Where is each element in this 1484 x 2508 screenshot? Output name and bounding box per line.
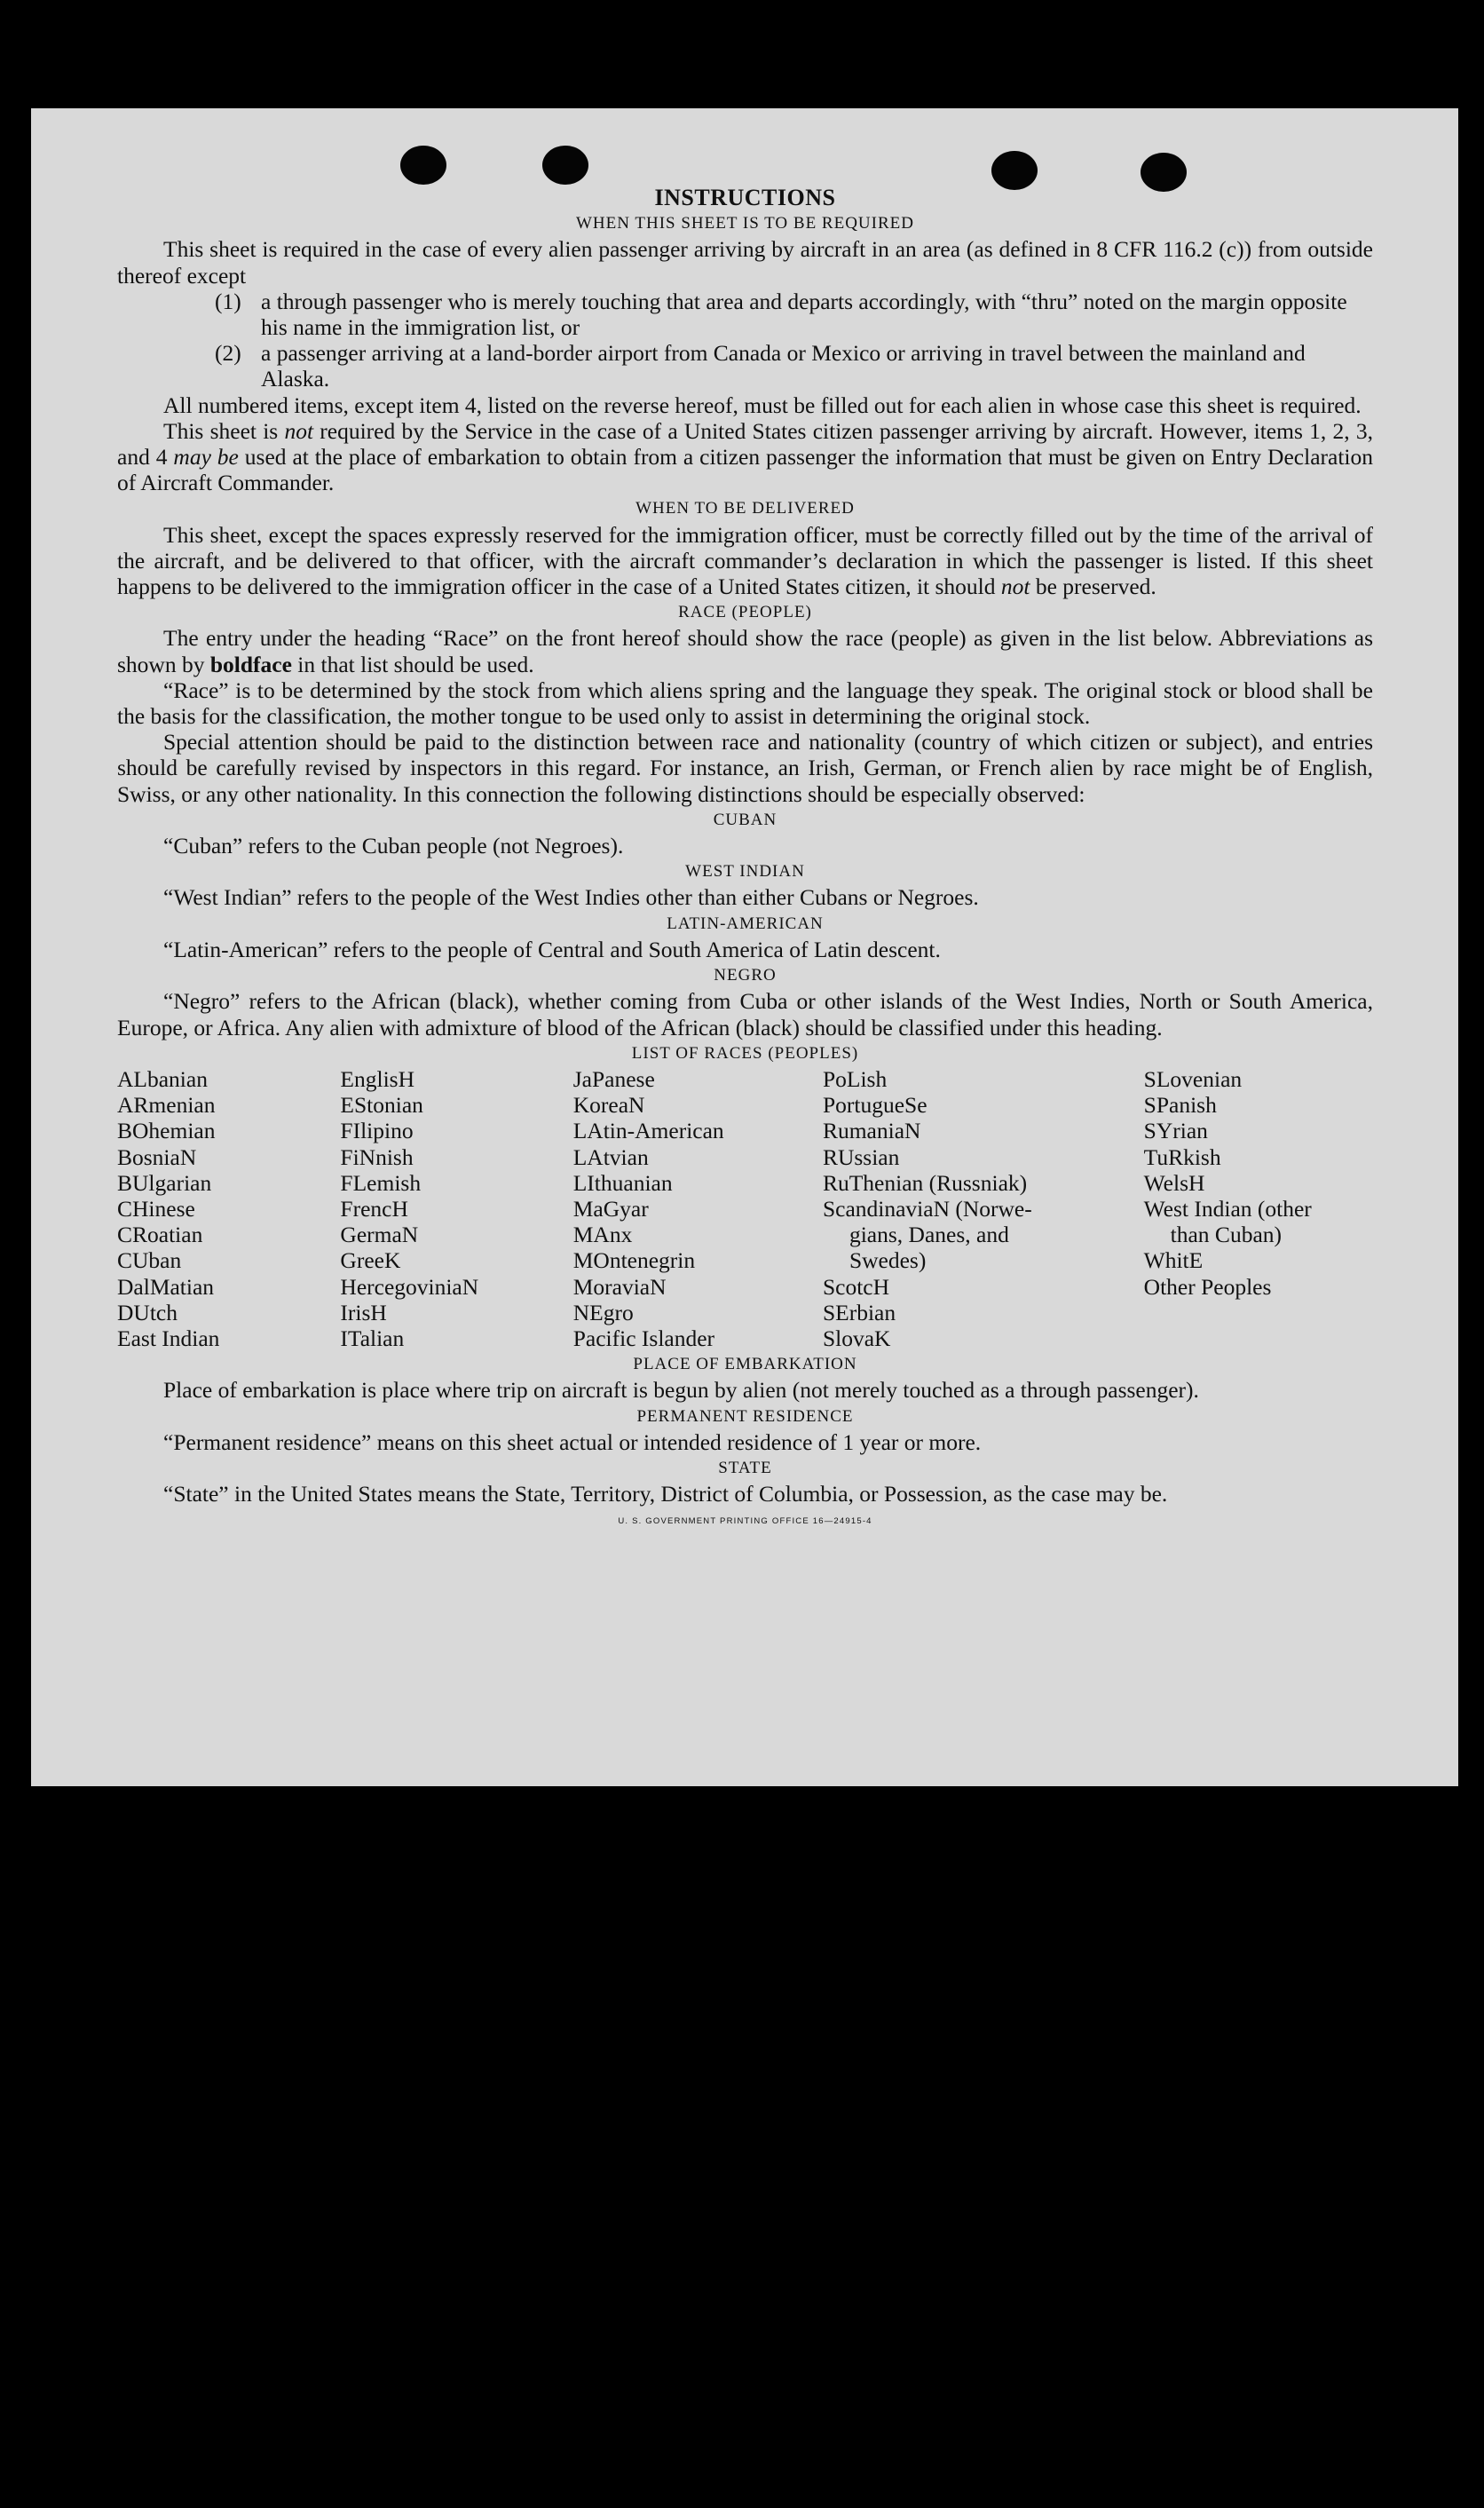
- race-entry: SlovaK: [822, 1325, 891, 1351]
- west-indian-text: “West Indian” refers to the people of the West Indies other than either Cubans or Negroes.: [163, 884, 979, 911]
- heading-race: RACE (PEOPLE): [678, 603, 812, 622]
- race-entry: GreeK: [340, 1247, 401, 1274]
- required-intro: This sheet is required in the case of every alien passenger arriving by aircraft in an area (as defined in 8 CFR 116.2 (c)) from outside thereof except: [117, 236, 1373, 289]
- item-number: (1): [215, 288, 241, 314]
- heading-races-list: LIST OF RACES (PEOPLES): [631, 1043, 859, 1063]
- instructions-content: [117, 185, 1373, 1543]
- embarkation-text: Place of embarkation is place where trip on aircraft is begun by alien (not merely touched as a through passenger).: [163, 1377, 1199, 1404]
- race-entry: West Indian (other: [1143, 1195, 1312, 1222]
- race-entry: FiNnish: [340, 1143, 414, 1170]
- races-column: [117, 1066, 340, 1351]
- races-column: [340, 1066, 572, 1351]
- race-entry: EStonian: [340, 1092, 423, 1119]
- race-entry-continued: than Cuban): [1170, 1222, 1283, 1248]
- race-entry: CRoatian: [117, 1222, 203, 1248]
- cuban-text: “Cuban” refers to the Cuban people (not Negroes).: [163, 833, 624, 859]
- race-entry: ScotcH: [822, 1273, 890, 1300]
- race-entry: TuRkish: [1143, 1143, 1221, 1170]
- race-paragraph: “Race” is to be determined by the stock from which aliens spring and the language they speak. The original stock or blood shall be the basis for the classification, the mother tongue to be used only to assist in determining the original stock.: [117, 676, 1373, 730]
- heading-embarkation: PLACE OF EMBARKATION: [633, 1355, 857, 1374]
- race-entry: JaPanese: [572, 1065, 655, 1092]
- race-entry: WelsH: [1143, 1169, 1205, 1196]
- punch-hole: [400, 146, 446, 185]
- race-entry: BOhemian: [117, 1118, 216, 1144]
- races-column: [573, 1066, 823, 1351]
- citizen-note: This sheet is not required by the Service in the case of a United States citizen passenger arriving by aircraft. However, items 1, 2, 3, and 4 may be used at the place of embarkation to obtain from a citizen passenger the information that must be given on Entry Declaration of Aircraft Commander.: [117, 417, 1373, 496]
- race-entry: RuThenian (Russniak): [822, 1169, 1028, 1196]
- race-entry: SYrian: [1143, 1118, 1208, 1144]
- races-column: [1144, 1066, 1373, 1351]
- exception-item: [215, 340, 1373, 392]
- race-entry: PortugueSe: [822, 1092, 928, 1119]
- race-entry: GermaN: [340, 1222, 419, 1248]
- race-entry: Pacific Islander: [572, 1325, 715, 1351]
- race-entry: FLemish: [340, 1169, 422, 1196]
- race-entry: BosniaN: [117, 1143, 197, 1170]
- race-entry: NEgro: [572, 1299, 634, 1325]
- punch-hole: [542, 146, 588, 185]
- item-text: a passenger arriving at a land-border airport from Canada or Mexico or arriving in travel between the mainland and Alaska.: [261, 340, 1306, 392]
- races-list: [117, 1066, 1373, 1351]
- race-entry: CHinese: [117, 1195, 195, 1222]
- race-entry: DUtch: [117, 1299, 178, 1325]
- race-entry: MOntenegrin: [572, 1247, 696, 1274]
- heading-latin-american: LATIN-AMERICAN: [667, 914, 824, 933]
- race-entry: CUban: [117, 1247, 182, 1274]
- residence-text: “Permanent residence” means on this sheet actual or intended residence of 1 year or more.: [163, 1428, 982, 1455]
- state-text: “State” in the United States means the State, Territory, District of Columbia, or Possession, as the case may be.: [163, 1481, 1168, 1507]
- race-entry: FrencH: [340, 1195, 408, 1222]
- race-entry: IrisH: [340, 1299, 387, 1325]
- race-entry: LIthuanian: [572, 1169, 673, 1196]
- race-entry: PoLish: [822, 1065, 888, 1092]
- race-entry: DalMatian: [117, 1273, 215, 1300]
- race-entry: Other Peoples: [1143, 1273, 1272, 1300]
- delivered-text: This sheet, except the spaces expressly reserved for the immigration officer, must be correctly filled out by the time of the arrival of the aircraft, and be delivered to that officer, with the aircraft commander’s declaration in which the passenger is listed. If this sheet happens to be delivered to the immigration officer in the case of a United States citizen, it should not be preserved.: [117, 521, 1373, 600]
- race-entry: RUssian: [822, 1143, 900, 1170]
- heading-delivered: WHEN TO BE DELIVERED: [635, 499, 855, 518]
- heading-west-indian: WEST INDIAN: [685, 862, 805, 882]
- item-number: (2): [215, 340, 241, 367]
- race-entry: East Indian: [117, 1325, 220, 1351]
- race-entry: MoraviaN: [572, 1273, 667, 1300]
- race-entry: HercegoviniaN: [340, 1273, 479, 1300]
- race-entry: LAtin-American: [572, 1118, 724, 1144]
- race-entry: BUlgarian: [117, 1169, 212, 1196]
- heading-required: WHEN THIS SHEET IS TO BE REQUIRED: [576, 214, 914, 233]
- race-paragraph: The entry under the heading “Race” on the front hereof should show the race (people) as given in the list below. Abbreviations as shown by boldface in that list should be used.: [117, 625, 1373, 677]
- printing-office-footer: U. S. GOVERNMENT PRINTING OFFICE 16—24915-4: [618, 1516, 872, 1527]
- race-entry: EnglisH: [340, 1065, 414, 1092]
- heading-cuban: CUBAN: [713, 810, 778, 829]
- race-entry: SErbian: [822, 1299, 896, 1325]
- item-text: a through passenger who is merely touching that area and departs accordingly, with “thru” noted on the margin opposite his name in the immigration list, or: [261, 288, 1347, 341]
- race-entry: ScandinaviaN (Norwe-: [822, 1195, 1032, 1222]
- heading-state: STATE: [718, 1458, 772, 1477]
- document-sheet: [31, 108, 1458, 1786]
- page-title: INSTRUCTIONS: [654, 185, 836, 210]
- numbered-items-note: All numbered items, except item 4, listed on the reverse hereof, must be filled out for each alien in whose case this sheet is required.: [163, 392, 1362, 418]
- race-entry: WhitE: [1143, 1247, 1204, 1274]
- heading-negro: NEGRO: [714, 966, 777, 985]
- race-entry: FIlipino: [340, 1118, 414, 1144]
- race-entry: MaGyar: [572, 1195, 649, 1222]
- race-entry: SPanish: [1143, 1092, 1217, 1119]
- race-entry-continued: Swedes): [849, 1247, 927, 1274]
- exception-item: [215, 289, 1373, 340]
- race-entry: ITalian: [340, 1325, 405, 1351]
- race-entry-continued: gians, Danes, and: [849, 1222, 1009, 1248]
- race-entry: MAnx: [572, 1222, 633, 1248]
- race-entry: RumaniaN: [822, 1118, 921, 1144]
- negro-text: “Negro” refers to the African (black), whether coming from Cuba or other islands of the West Indies, North or South America, Europe, or Africa. Any alien with admixture of blood of the African (black) should be classified under this heading.: [117, 988, 1373, 1040]
- race-entry: SLovenian: [1143, 1065, 1243, 1092]
- race-entry: ARmenian: [117, 1092, 216, 1119]
- race-entry: LAtvian: [572, 1143, 649, 1170]
- race-entry: KoreaN: [572, 1092, 645, 1119]
- race-entry: ALbanian: [117, 1065, 208, 1092]
- heading-residence: PERMANENT RESIDENCE: [636, 1406, 854, 1426]
- races-column: [823, 1066, 1144, 1351]
- race-paragraph: Special attention should be paid to the distinction between race and nationality (country of which citizen or subject), and entries should be carefully revised by inspectors in this regard. For instance, an Irish, German, or French alien by race might be of English, Swiss, or any other nationality. In this connection the following distinctions should be especially observed:: [117, 729, 1373, 807]
- latin-american-text: “Latin-American” refers to the people of Central and South America of Latin descent.: [163, 936, 941, 962]
